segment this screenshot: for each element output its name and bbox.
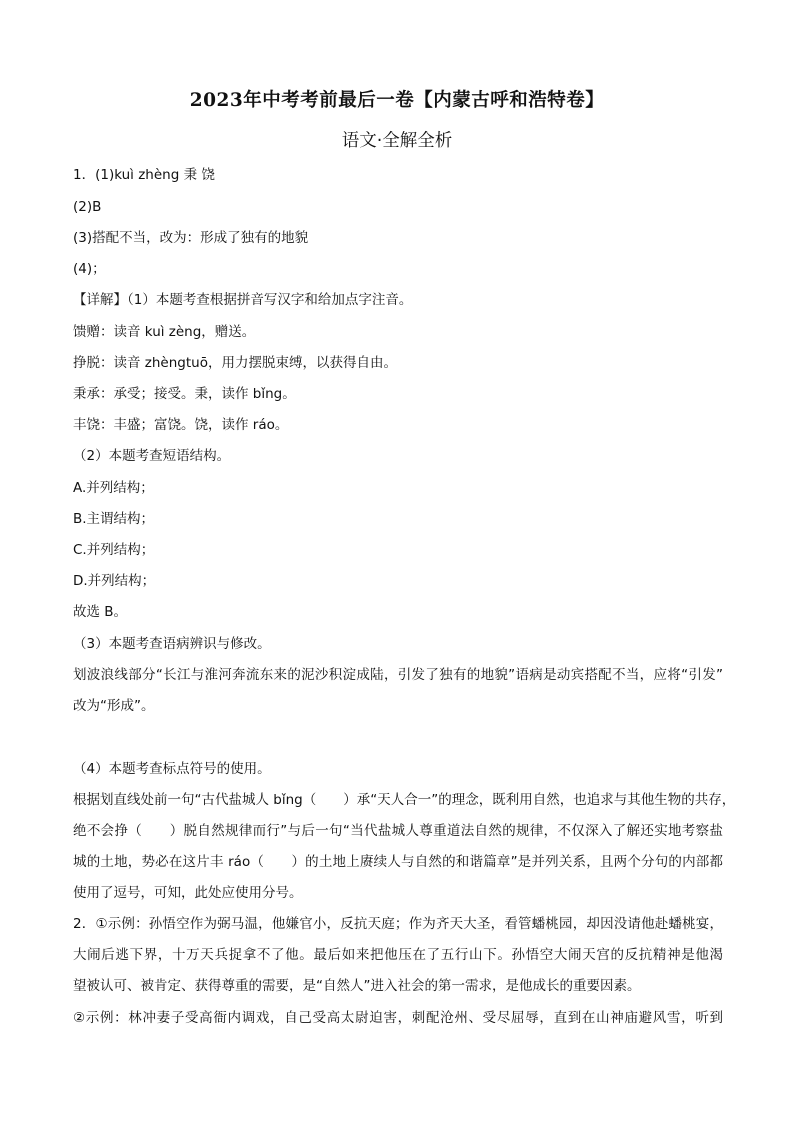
- paragraph-line: 划波浪线部分“长江与淮河奔流东来的泥沙积淀成陆，引发了独有的地貌”语病是动宾搭配不当，应将“引发”: [73, 667, 723, 683]
- page-subtitle: 语文·全解全析: [341, 131, 453, 151]
- option-line: B.主谓结构；: [73, 511, 155, 527]
- explanation-line: 挣脱：读音 zhèngtuō，用力摆脱束缚，以获得自由。: [73, 355, 397, 371]
- paragraph-line: ②示例：林冲妻子受高衙内调戏，自己受高太尉迫害，刺配沧州、受尽屈辱，直到在山神庙避风雪，听到: [73, 1010, 723, 1026]
- paragraph-line: 绝不会挣（ ）脱自然规律而行”与后一句“当代盐城人尊重道法自然的规律，不仅深入了解还实地考察盐: [73, 823, 723, 839]
- paragraph-line: 大闹后逃下界，十万天兵捉拿不了他。最后如来把他压在了五行山下。孙悟空大闹天宫的反抗精神是他渴: [73, 947, 723, 963]
- explanation-line: 丰饶：丰盛；富饶。饶，读作 ráo。: [73, 417, 289, 433]
- section-heading: （3）本题考查语病辨识与修改。: [73, 636, 271, 652]
- option-line: D.并列结构；: [73, 573, 156, 589]
- answer-1-4: (4)；: [73, 261, 106, 277]
- answer-1-2: (2)B: [73, 199, 102, 215]
- explanation-line: 秉承：承受；接受。秉，读作 bǐng。: [73, 386, 296, 402]
- paragraph-line: 根据划直线处前一句“古代盐城人 bǐng（ ）承“天人合一”的理念，既利用自然，也追求与其他生物的共存，: [73, 792, 736, 808]
- answer-1-1: 1．(1)kuì zhèng 秉 饶: [73, 167, 215, 183]
- explanation-line: 馈赠：读音 kuì zèng，赠送。: [73, 324, 256, 340]
- section-heading: （4）本题考查标点符号的使用。: [73, 761, 271, 777]
- page-title: 2023年中考考前最后一卷【内蒙古呼和浩特卷】: [189, 90, 605, 111]
- detail-heading: 【详解】（1）本题考查根据拼音写汉字和给加点字注音。: [73, 292, 413, 308]
- option-line: A.并列结构；: [73, 480, 154, 496]
- paragraph-line: 望被认可、被肯定、获得尊重的需要，是“自然人”进入社会的第一需求，是他成长的重要因素。: [73, 978, 641, 994]
- section-heading: （2）本题考查短语结构。: [73, 448, 231, 464]
- paragraph-line: 使用了逗号，可知，此处应使用分号。: [73, 885, 303, 901]
- paragraph-line: 改为“形成”。: [73, 698, 155, 714]
- explanation-line: 故选 B。: [73, 604, 128, 620]
- option-line: C.并列结构；: [73, 542, 155, 558]
- paragraph-line: 城的土地，势必在这片丰 ráo（ ）的土地上赓续人与自然的和谐篇章”是并列关系，且两个分句的内部都: [73, 854, 723, 870]
- answer-1-3: (3)搭配不当，改为：形成了独有的地貌: [73, 230, 309, 246]
- answer-2-line: 2．①示例：孙悟空作为弼马温，他嫌官小，反抗天庭；作为齐天大圣，看管蟠桃园，却因没请他赴蟠桃宴，: [73, 916, 723, 932]
